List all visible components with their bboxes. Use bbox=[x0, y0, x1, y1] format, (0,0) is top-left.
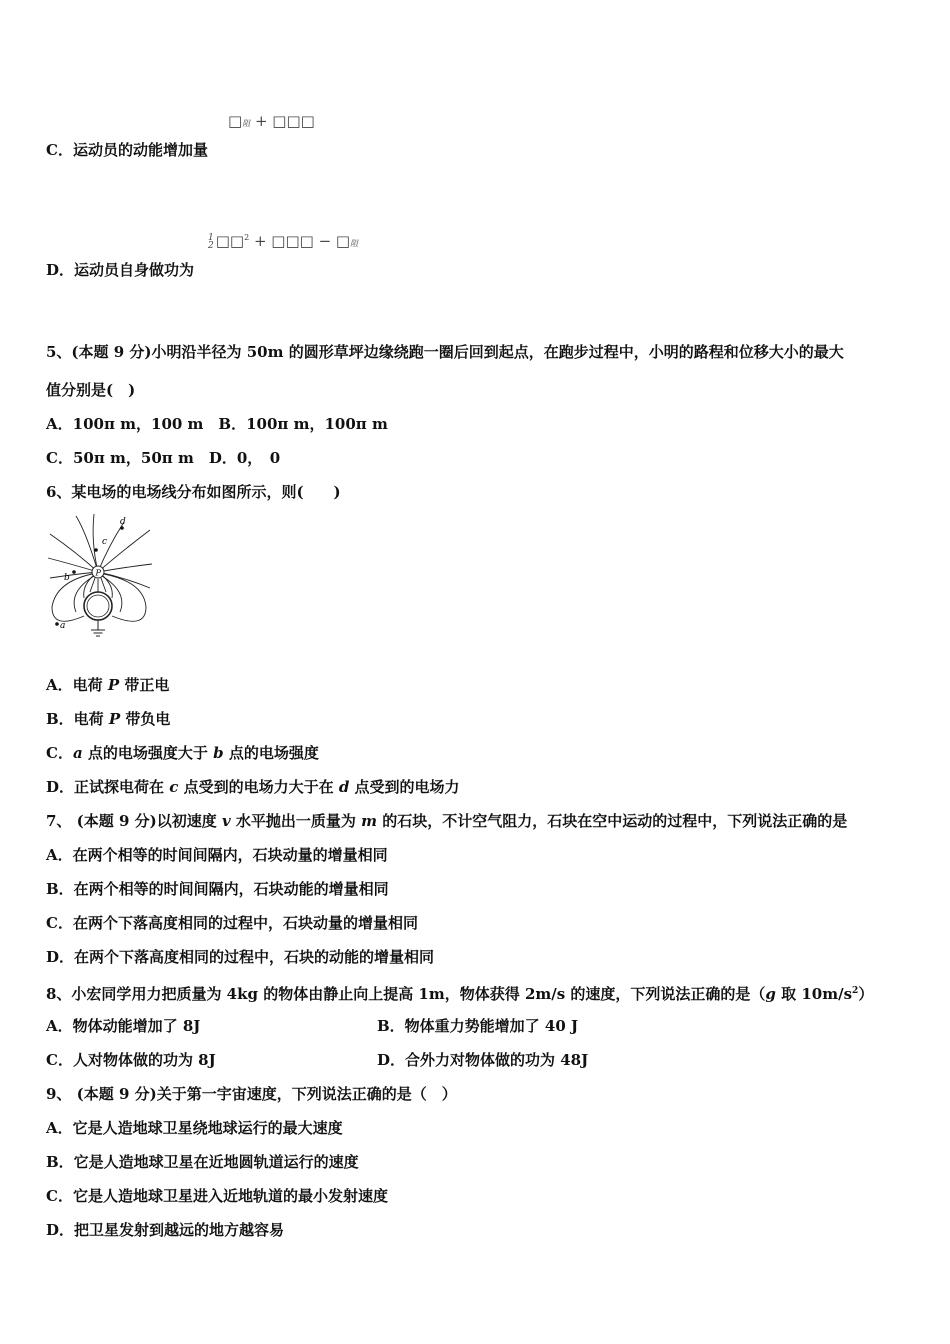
q9-option-d: D．把卫星发射到越远的地方越容易 bbox=[46, 1221, 285, 1239]
formula-subscript: 阻 bbox=[350, 239, 359, 248]
q6-stem: 6、某电场的电场线分布如图所示，则( ) bbox=[46, 483, 341, 501]
q6-option-d bbox=[46, 777, 460, 797]
q8-stem-text1: 8、小宏同学用力把质量为 4kg 的物体由静止向上提高 1m，物体获得 2m/s 的速度，下列说法正确的是（ bbox=[46, 985, 766, 1003]
option-c-prev: C．运动员的动能增加量 bbox=[46, 141, 208, 159]
q6-option-c bbox=[46, 743, 319, 763]
q7-option-d: D．在两个下落高度相同的过程中，石块的动能的增量相同 bbox=[46, 948, 435, 966]
q6-c-var2: b bbox=[213, 744, 224, 762]
q8-option-b: B．物体重力势能增加了 40 J bbox=[377, 1017, 579, 1035]
q8-option-d: D．合外力对物体做的功为 48J bbox=[377, 1051, 589, 1069]
q8-stem-text3: ） bbox=[858, 985, 874, 1003]
q6-d-text2: 点受到的电场力大于在 bbox=[178, 778, 339, 796]
q8-var-g: g bbox=[765, 985, 776, 1003]
q6-d-var1: c bbox=[169, 778, 179, 796]
q7-option-c: C．在两个下落高度相同的过程中，石块动量的增量相同 bbox=[46, 914, 418, 932]
q8-option-c: C．人对物体做的功为 8J bbox=[46, 1051, 216, 1069]
q9-stem: 9、 (本题 9 分)关于第一宇宙速度，下列说法正确的是（ ） bbox=[46, 1085, 457, 1103]
q6-c-text3: 点的电场强度 bbox=[223, 744, 319, 762]
q6-d-var2: d bbox=[338, 778, 350, 796]
ground-icon bbox=[91, 620, 105, 636]
formula-superscript: 2 bbox=[244, 233, 250, 242]
q6-option-a bbox=[46, 675, 169, 695]
q6-a-text: A．电荷 bbox=[46, 676, 108, 694]
q8-stem-text2: 取 10m/s bbox=[775, 985, 853, 1003]
q7-option-a: A．在两个相等的时间间隔内，石块动量的增量相同 bbox=[46, 846, 388, 864]
q7-stem-text2: 水平抛出一质量为 bbox=[230, 812, 362, 830]
formula-terms: + □□□ − □ bbox=[253, 232, 351, 250]
q6-c-text2: 点的电场强度大于 bbox=[82, 744, 214, 762]
q6-d-text: D．正试探电荷在 bbox=[46, 778, 170, 796]
option-d-prev: D．运动员自身做功为 bbox=[46, 261, 195, 279]
formula-d bbox=[208, 232, 358, 250]
q8-superscript: 2 bbox=[852, 986, 859, 996]
label-b: b bbox=[64, 573, 70, 583]
q6-b-text2: 带负电 bbox=[120, 710, 171, 728]
formula-subscript: 阻 bbox=[242, 119, 251, 128]
fraction-numerator: 1 bbox=[208, 233, 214, 243]
q5-options-ab: A．100π m，100 m B．100π m，100π m bbox=[46, 415, 388, 433]
label-p: P bbox=[95, 568, 101, 578]
q5-options-cd: C．50π m，50π m D．0， 0 bbox=[46, 449, 281, 467]
q7-stem bbox=[46, 811, 847, 831]
q6-b-text: B．电荷 bbox=[46, 710, 109, 728]
label-d: d bbox=[120, 517, 126, 527]
q6-option-b bbox=[46, 709, 170, 729]
q8-stem bbox=[46, 981, 873, 1004]
q7-stem-text1: 7、 (本题 9 分)以初速度 bbox=[46, 812, 222, 830]
q5-stem-line2: 值分别是( ) bbox=[46, 381, 136, 399]
q7-option-b: B．在两个相等的时间间隔内，石块动能的增量相同 bbox=[46, 880, 389, 898]
q6-d-text3: 点受到的电场力 bbox=[349, 778, 460, 796]
label-c: c bbox=[102, 537, 108, 547]
fraction-denominator: 2 bbox=[208, 241, 214, 251]
q9-option-b: B．它是人造地球卫星在近地圆轨道运行的速度 bbox=[46, 1153, 359, 1171]
q6-c-text: C． bbox=[46, 744, 73, 762]
q6-a-var: P bbox=[107, 676, 120, 694]
formula-symbol: □□ bbox=[215, 232, 245, 250]
label-a: a bbox=[60, 621, 66, 631]
q7-var-m: m bbox=[361, 812, 378, 830]
conducting-sphere bbox=[84, 592, 112, 620]
q5-stem-line1: 5、(本题 9 分)小明沿半径为 50m 的圆形草坪边缘绕跑一圈后回到起点，在跑步过程中，小明的路程和位移大小的最大 bbox=[46, 343, 844, 361]
q7-var-v: v bbox=[221, 812, 231, 830]
electric-field-figure bbox=[46, 512, 158, 642]
formula-symbol: □ bbox=[228, 112, 243, 130]
formula-c bbox=[228, 112, 315, 130]
q8-option-a: A．物体动能增加了 8J bbox=[46, 1017, 201, 1035]
q6-b-var: P bbox=[108, 710, 121, 728]
q9-option-c: C．它是人造地球卫星进入近地轨道的最小发射速度 bbox=[46, 1187, 388, 1205]
formula-terms: + □□□ bbox=[254, 112, 315, 130]
q6-a-text2: 带正电 bbox=[119, 676, 170, 694]
q6-c-var1: a bbox=[72, 744, 83, 762]
formula-fraction bbox=[208, 234, 214, 250]
q7-stem-text3: 的石块，不计空气阻力，石块在空中运动的过程中，下列说法正确的是 bbox=[377, 812, 848, 830]
q9-option-a: A．它是人造地球卫星绕地球运行的最大速度 bbox=[46, 1119, 343, 1137]
